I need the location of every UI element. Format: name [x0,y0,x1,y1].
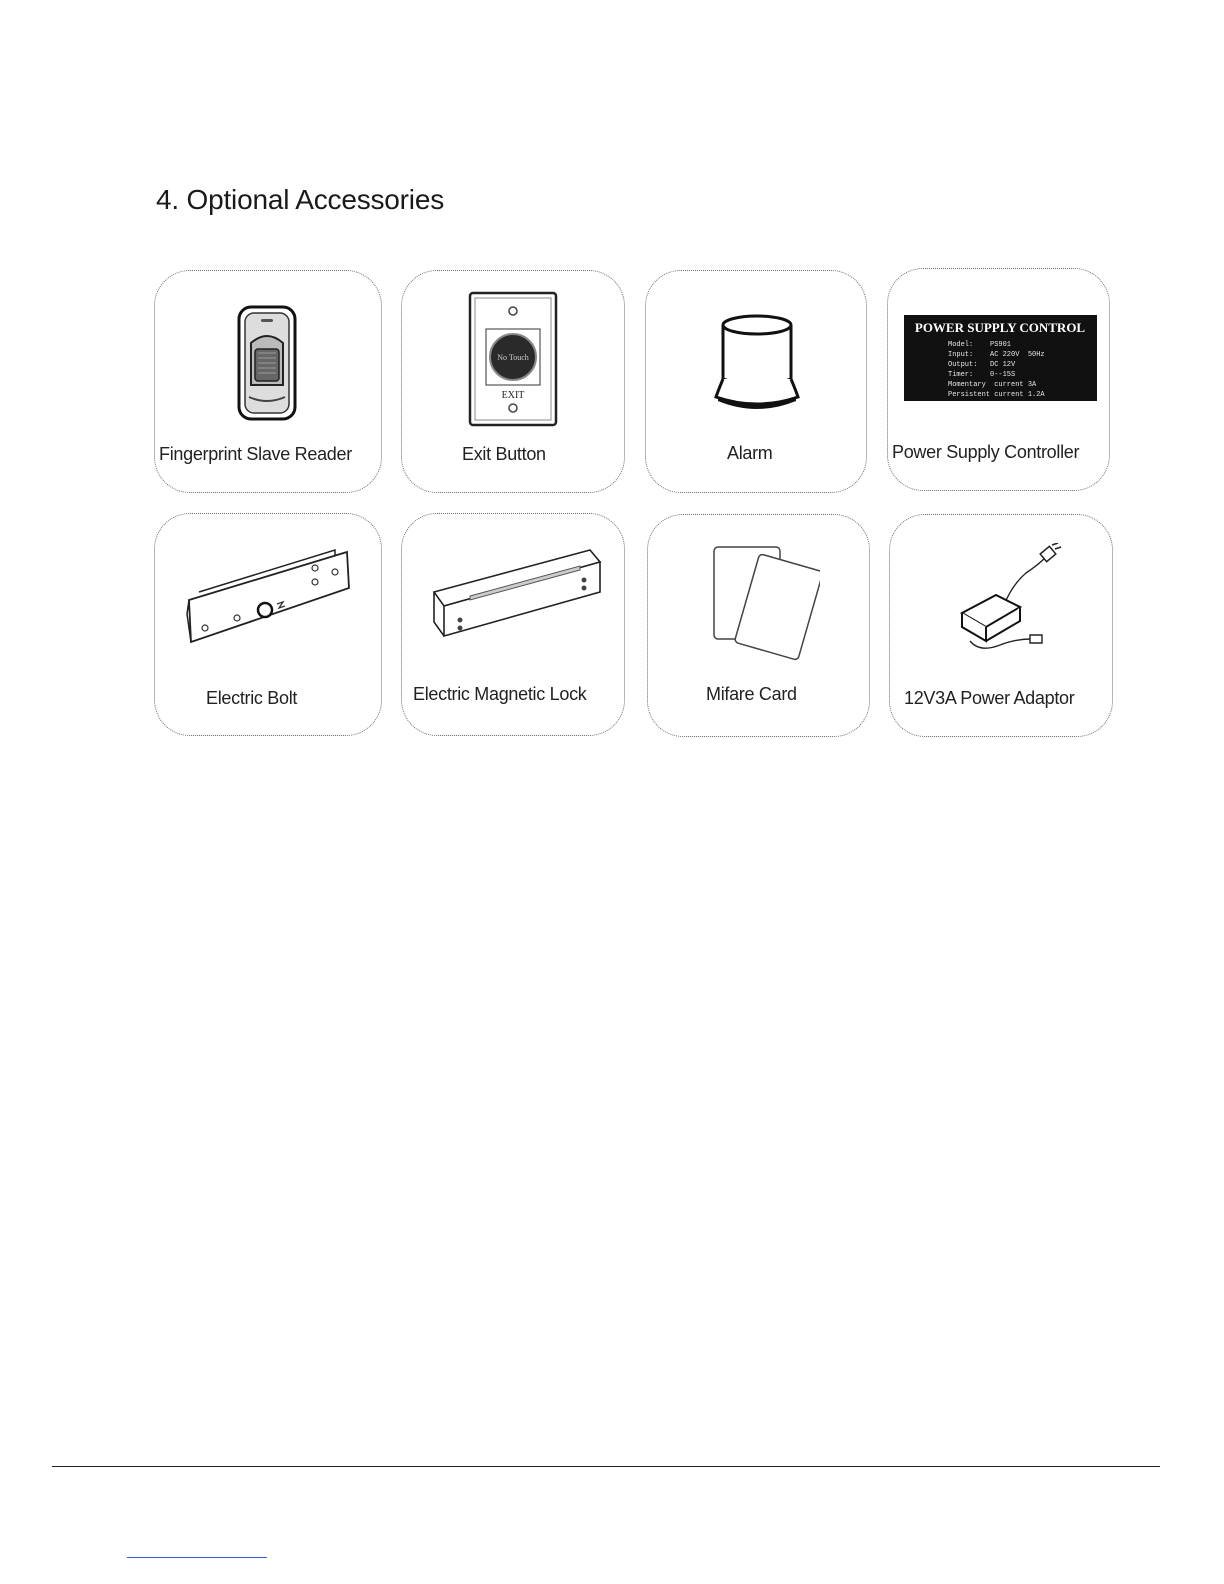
plate-title: POWER SUPPLY CONTROL [914,320,1086,335]
fingerprint-reader-icon [227,301,307,421]
plate-line: Timer: 0--15S [948,371,1016,379]
accessory-label: Electric Magnetic Lock [413,684,587,704]
accessory-card-power-supply [887,268,1110,491]
footer-link-underline[interactable] [127,1557,267,1558]
accessory-label: Exit Button [462,444,546,464]
exit-button-text: No Touch [497,353,529,362]
accessory-card-magnetic-lock [401,513,625,736]
alarm-siren-icon [712,313,802,413]
accessory-card-exit-button [401,270,625,493]
power-supply-label-icon [904,315,1097,401]
accessory-label: Electric Bolt [206,688,298,708]
electric-bolt-icon [185,544,353,644]
power-adaptor-icon [950,543,1070,663]
magnetic-lock-icon [430,548,602,638]
mifare-card-icon [708,543,820,665]
footer-divider [52,1466,1160,1467]
accessory-label: Alarm [727,443,773,463]
accessory-card-alarm [645,270,867,493]
accessory-label: Fingerprint Slave Reader [159,444,352,464]
plate-line: Persistent current 1.2A [948,391,1045,399]
section-heading: 4. Optional Accessories [156,184,444,215]
plate-line: Momentary current 3A [948,381,1037,389]
exit-plate-text: EXIT [501,390,525,401]
accessory-label: Mifare Card [706,684,797,704]
accessory-card-power-adaptor [889,514,1113,737]
plate-line: Input: AC 220V 50Hz [948,351,1045,359]
exit-button-icon [468,291,558,427]
plate-line: Model: PS901 [948,341,1012,349]
plate-line: Output: DC 12V [948,361,1016,369]
accessory-label: Power Supply Controller [892,442,1080,462]
accessory-label: 12V3A Power Adaptor [904,688,1075,708]
accessory-card-mifare-card [647,514,870,737]
accessory-card-fingerprint-reader [154,270,382,493]
accessory-card-electric-bolt [154,513,382,736]
